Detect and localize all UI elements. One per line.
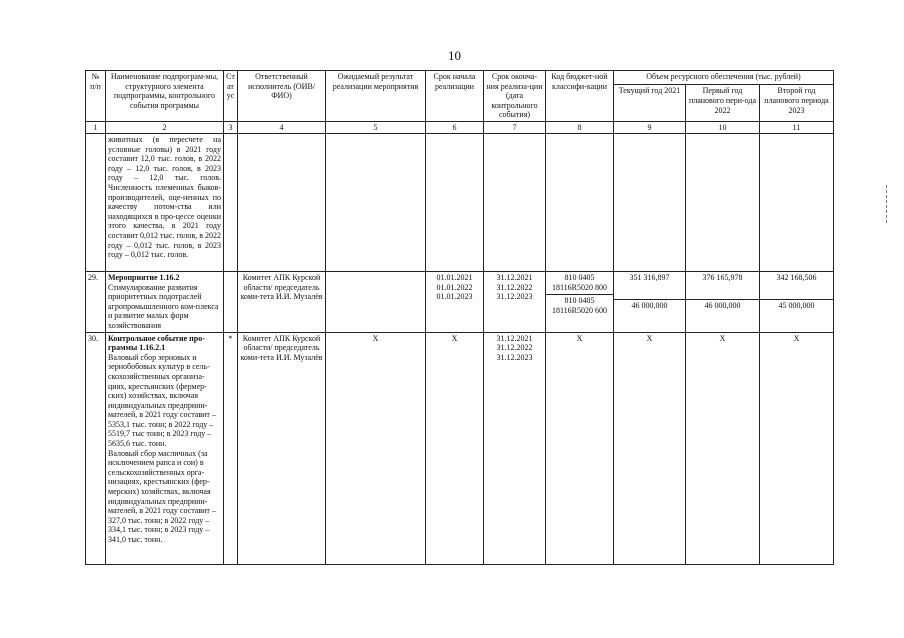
col-number: 6 xyxy=(426,121,484,133)
row-end-dates xyxy=(484,332,546,564)
amount-value: 46 000,000 xyxy=(686,299,759,311)
header-resources: Объем ресурсного обеспечения (тыс. рублей) xyxy=(614,71,834,85)
row-name-cell xyxy=(106,332,224,564)
row-start-dates xyxy=(426,271,484,332)
table-row xyxy=(86,332,834,564)
row-2023-value: Х xyxy=(760,332,834,564)
col-number: 7 xyxy=(484,121,546,133)
budget-code: 810 0405 18116R5020 800 xyxy=(551,272,608,292)
col-number: 10 xyxy=(686,121,760,133)
start-date: 01.01.2022 xyxy=(436,282,473,292)
header-start: Срок начала реализации xyxy=(426,71,484,122)
page-number: 10 xyxy=(448,48,461,63)
end-date: 31.12.2023 xyxy=(496,352,533,362)
end-date: 31.12.2021 xyxy=(496,272,533,282)
continuation-text: животных (в пересчете на условные головы) в 2021 году составит 12,0 тыс. голов, в 2022 году – 12,0 тыс. голов, в 2023 году – 12,0 тыс. голов. Численность племенных быков-производителей, оце-ненных по качеству потом-ства или находящихся в про-цессе оценки этого качества, в 2021 году составит 0,012 тыс. голов, в 2022 году – 0,012 тыс. голов, в 2023 году – 0,012 тыс. голов. xyxy=(106,133,224,271)
table-header-row xyxy=(86,71,834,85)
header-name: Наименование подпрограм-мы, структурного элемента подпрограммы, контрольного события программы xyxy=(106,71,224,122)
budget-code: 810 0405 18116R5020 600 xyxy=(546,294,613,315)
row-end-dates xyxy=(484,271,546,332)
row-result: Х xyxy=(326,332,426,564)
header-code: Код бюджет-ной классифи-кации xyxy=(546,71,614,122)
row-2022-values xyxy=(686,271,760,332)
row-codes xyxy=(546,271,614,332)
header-num: № п/п xyxy=(86,71,106,122)
row-code: Х xyxy=(546,332,614,564)
row-name-cell xyxy=(106,271,224,332)
table-row xyxy=(86,133,834,271)
row-executor: Комитет АПК Курской области/ председатель коми-тета И.И. Музалёв xyxy=(238,271,326,332)
row-status: * xyxy=(224,332,238,564)
row-description: Валовый сбор масличных (за исключением рапса и сои) в сельскохозяйственных орга-низациях, крестьянских (фер-мерских) хозяйствах, включая индивидуальных предприни-мателей, в 2021 году составит – 327,0 тыс. тонн; в 2022 году – 334,1 тыс. тонн; в 2023 году – 341,0 тыс. тонн. xyxy=(108,448,216,544)
header-2023: Второй год планового периода 2023 xyxy=(760,85,834,122)
resource-table xyxy=(85,70,834,565)
row-2022-value: Х xyxy=(686,332,760,564)
col-number: 5 xyxy=(326,121,426,133)
col-number: 2 xyxy=(106,121,224,133)
col-number: 4 xyxy=(238,121,326,133)
col-number: 8 xyxy=(546,121,614,133)
end-date: 31.12.2022 xyxy=(496,282,533,292)
row-description: Стимулирование развития приоритетных подотраслей агропромышленного ком-плекса и развитие малых форм хозяйствования xyxy=(108,282,219,330)
header-end: Срок оконча-ния реализа-ции (дата контрольного события) xyxy=(484,71,546,122)
binding-mark xyxy=(886,185,890,223)
row-2023-values xyxy=(760,271,834,332)
col-number: 1 xyxy=(86,121,106,133)
amount-value: 376 165,978 xyxy=(702,272,743,282)
end-date: 31.12.2021 xyxy=(496,333,533,343)
column-number-row xyxy=(86,121,834,133)
row-number: 29. xyxy=(86,271,106,332)
row-description: Валовый сбор зерновых и зернобобовых культур в сель-скохозяйственных организа-циях, крестьянских (фермер-ских) хозяйствах, включая индивидуальных предприни-мателей, в 2021 году составит – 5353,1 тыс. тонн; в 2022 году – 5519,7 тыс тонн; в 2023 году – 5635,6 тыс. тонн. xyxy=(108,352,216,449)
table-row xyxy=(86,271,834,332)
header-2021: Текущий год 2021 xyxy=(614,85,686,122)
row-title: Мероприятие 1.16.2 xyxy=(108,272,180,282)
header-2022: Первый год планового пери-ода 2022 xyxy=(686,85,760,122)
row-start: Х xyxy=(426,332,484,564)
row-number: 30. xyxy=(86,332,106,564)
header-status: Статус xyxy=(224,71,238,122)
start-date: 01.01.2021 xyxy=(436,272,473,282)
row-2021-values xyxy=(614,271,686,332)
col-number: 3 xyxy=(224,121,238,133)
amount-value: 342 168,506 xyxy=(776,272,817,282)
amount-value: 46 000,000 xyxy=(614,299,685,311)
header-executor: Ответственный исполнитель (ОИВ/ФИО) xyxy=(238,71,326,122)
start-date: 01.01.2023 xyxy=(436,292,473,302)
col-number: 9 xyxy=(614,121,686,133)
col-number: 11 xyxy=(760,121,834,133)
header-result: Ожидаемый результат реализации мероприятия xyxy=(326,71,426,122)
row-title: Контрольное событие про-граммы 1.16.2.1 xyxy=(108,333,205,353)
row-executor: Комитет АПК Курской области/ председатель коми-тета И.И. Музалёв xyxy=(238,332,326,564)
row-2021-value: Х xyxy=(614,332,686,564)
end-date: 31.12.2022 xyxy=(496,343,533,353)
amount-value: 45 000,000 xyxy=(760,299,833,311)
amount-value: 351 316,897 xyxy=(629,272,670,282)
end-date: 31.12.2023 xyxy=(496,292,533,302)
